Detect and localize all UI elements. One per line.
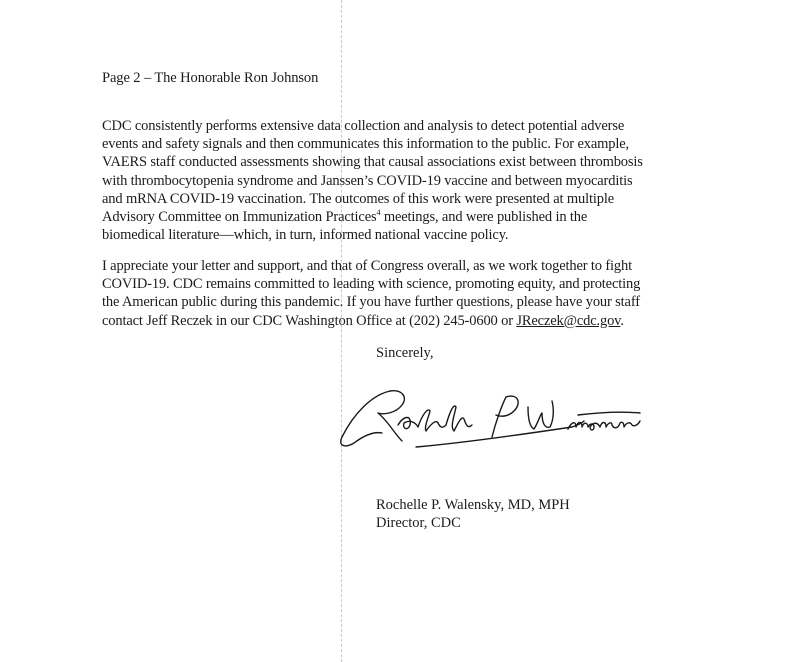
email-link[interactable]: JReczek@cdc.gov: [516, 312, 621, 329]
paragraph-line: and mRNA COVID-19 vaccination. The outcomes of this work were presented at multiple: [102, 190, 614, 207]
paragraph-line: CDC consistently performs extensive data collection and analysis to detect potential adverse: [102, 118, 625, 134]
paragraph-line: the American public during this pandemic. If you have further questions, please have your staff: [102, 294, 640, 311]
paragraph-line: I appreciate your letter and support, and that of Congress overall, as we work together to fight: [102, 258, 632, 274]
page-fold-line: [341, 0, 342, 662]
page-header: Page 2 – The Honorable Ron Johnson: [102, 70, 319, 86]
contact-text: contact Jeff Reczek in our CDC Washington Office at (202) 245-0600 or: [102, 312, 517, 329]
signer-title: Director, CDC: [376, 515, 461, 532]
paragraph-line: biomedical literature—which, in turn, informed national vaccine policy.: [102, 227, 509, 244]
paragraph-appreciation: [102, 257, 702, 330]
paragraph-line: with thrombocytopenia syndrome and Janssen’s COVID-19 vaccine and between myocarditis: [102, 172, 633, 189]
signer-name: Rochelle P. Walensky, MD, MPH: [376, 497, 570, 513]
paragraph-line: [102, 312, 702, 330]
paragraph-line: events and safety signals and then communicates this information to the public. For example,: [102, 136, 630, 153]
paragraph-line: VAERS staff conducted assessments showing that causal associations exist between thrombosis: [102, 154, 643, 171]
footnote-marker: 4: [376, 208, 381, 218]
closing-salutation: Sincerely,: [376, 345, 434, 361]
paragraph-adverse-event-monitoring: [102, 117, 702, 244]
handwritten-signature: [332, 385, 652, 465]
meetings-text: meetings, and were published in the: [380, 209, 588, 226]
period-text: .: [620, 312, 624, 329]
paragraph-line: [102, 208, 702, 226]
acip-text: Advisory Committee on Immunization Practices: [102, 209, 377, 226]
signer-block: [376, 496, 570, 533]
paragraph-line: COVID-19. CDC remains committed to leading with science, promoting equity, and protecting: [102, 276, 641, 293]
